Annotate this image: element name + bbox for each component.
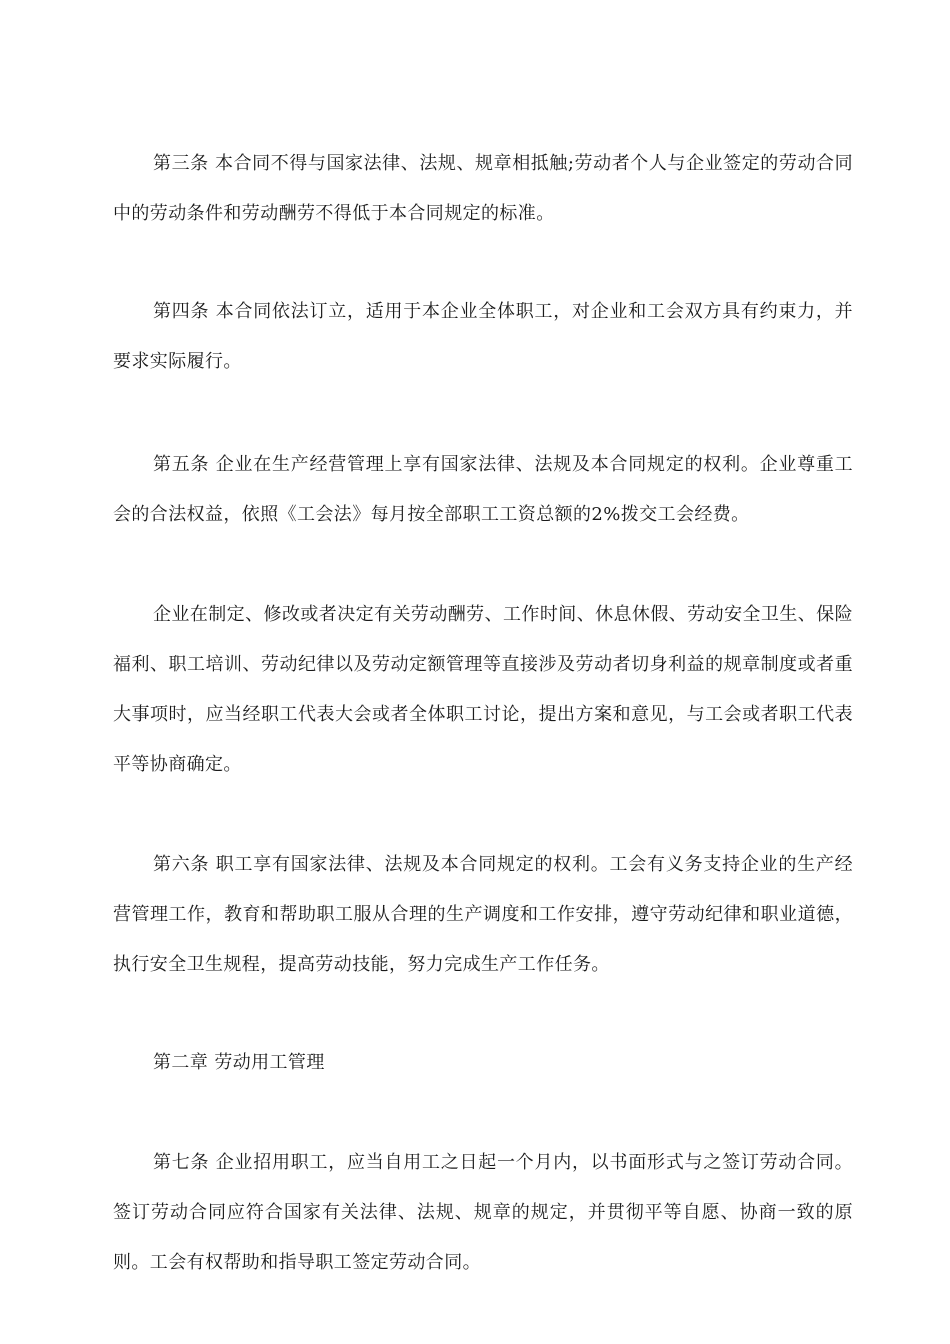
article-6-paragraph: 第六条 职工享有国家法律、法规及本合同规定的权利。工会有义务支持企业的生产经营管理工作，教育和帮助职工服从合理的生产调度和工作安排，遵守劳动纪律和职业道德，执行安全卫生规程，提高劳动技能，努力完成生产工作任务。 [113, 854, 853, 975]
article-4-paragraph: 第四条 本合同依法订立，适用于本企业全体职工，对企业和工会双方具有约束力，并要求实际履行。 [113, 301, 853, 372]
article-5-paragraph: 第五条 企业在生产经营管理上享有国家法律、法规及本合同规定的权利。企业尊重工会的合法权益，依照《工会法》每月按全部职工工资总额的2%拨交工会经费。 [113, 454, 853, 525]
article-7-paragraph: 第七条 企业招用职工，应当自用工之日起一个月内，以书面形式与之签订劳动合同。签订劳动合同应符合国家有关法律、法规、规章的规定，并贯彻平等自愿、协商一致的原则。工会有权帮助和指导职工签定劳动合同。 [113, 1152, 853, 1273]
article-5-continuation-paragraph: 企业在制定、修改或者决定有关劳动酬劳、工作时间、休息休假、劳动安全卫生、保险福利、职工培训、劳动纪律以及劳动定额管理等直接涉及劳动者切身利益的规章制度或者重大事项时，应当经职工代表大会或者全体职工讨论，提出方案和意见，与工会或者职工代表平等协商确定。 [113, 604, 853, 775]
chapter-2-heading: 第二章 劳动用工管理 [153, 1052, 325, 1073]
article-3-paragraph: 第三条 本合同不得与国家法律、法规、规章相抵触;劳动者个人与企业签定的劳动合同中的劳动条件和劳动酬劳不得低于本合同规定的标准。 [113, 153, 853, 224]
